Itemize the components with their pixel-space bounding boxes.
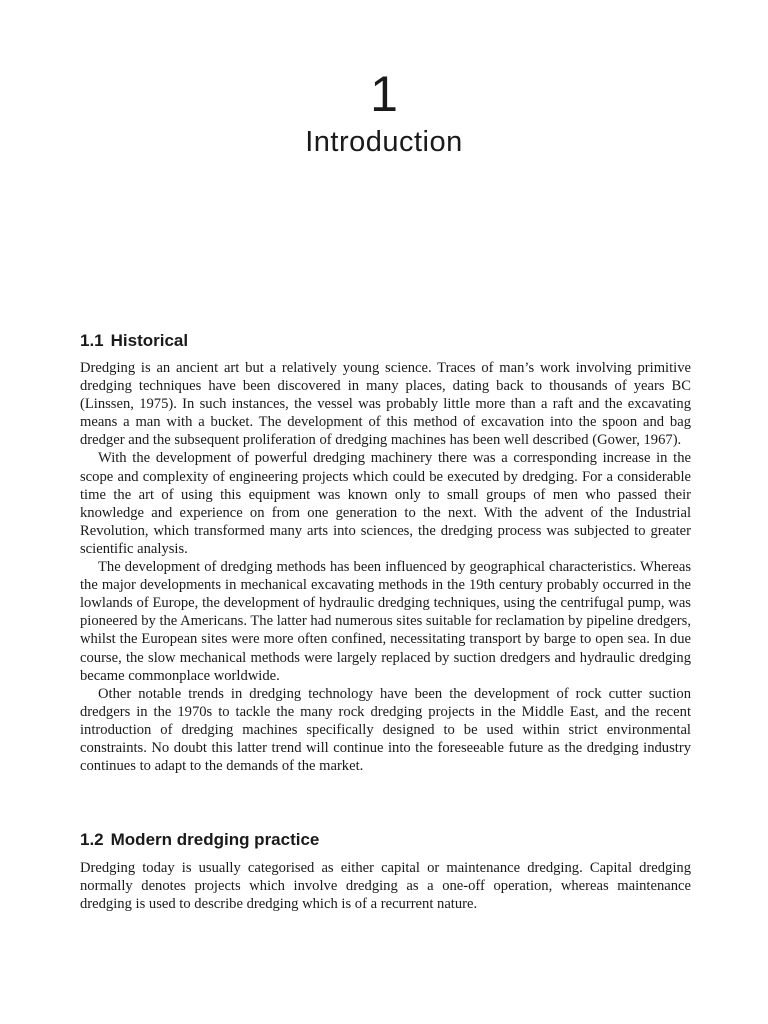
section-heading-modern-dredging-practice: [80, 829, 319, 851]
section-title: Modern dredging practice: [110, 830, 320, 849]
section-body-historical: [80, 359, 691, 775]
paragraph: Dredging today is usually categorised as either capital or maintenance dredging. Capital dredging normally denotes projects which involve dredging as a one-off operation, whereas maintenance dredging is used to describe dredging which is of a recurrent nature.: [80, 860, 691, 913]
section-body-modern-dredging-practice: [80, 859, 691, 913]
section-number: 1.2: [80, 830, 104, 849]
paragraph: With the development of powerful dredging machinery there was a corresponding increase in the scope and complexity of engineering projects which could be executed by dredging. For a considerable time the art of using this equipment was known only to small groups of men who passed their knowledge and experience on from one generation to the next. With the advent of the Industrial Revolution, which transformed many arts into sciences, the dredging process was subjected to greater scientific analysis.: [80, 450, 691, 557]
paragraph: Dredging is an ancient art but a relatively young science. Traces of man’s work involving primitive dredging techniques have been discovered in many places, dating back to thousands of years BC (Linssen, 1975). In such instances, the vessel was probably little more than a raft and the excavating means a man with a bucket. The development of this method of excavation into the spoon and bag dredger and the subsequent proliferation of dredging machines has been well described (Gower, 1967).: [80, 360, 691, 449]
chapter-title: Introduction: [305, 126, 463, 158]
section-title: Historical: [110, 331, 189, 350]
section-heading-historical: [80, 330, 188, 352]
paragraph: The development of dredging methods has been influenced by geographical characteristics. Whereas the major developments in mechanical excavating methods in the 19th century probably occurred in the lowlands of Europe, the development of hydraulic dredging techniques, using the centrifugal pump, was pioneered by the Americans. The latter had numerous sites suitable for reclamation by pipeline dredgers, whilst the European sites were more often confined, necessitating transport by barge to open sea. In due course, the slow mechanical methods were largely replaced by suction dredgers and hydraulic dredging became commonplace worldwide.: [80, 559, 691, 684]
paragraph: Other notable trends in dredging technology have been the development of rock cutter suction dredgers in the 1970s to tackle the many rock dredging projects in the Middle East, and the recent introduction of dredging machines specifically designed to be used within strict environmental constraints. No doubt this latter trend will continue into the foreseeable future as the dredging industry continues to adapt to the demands of the market.: [80, 685, 691, 775]
section-number: 1.1: [80, 331, 104, 350]
chapter-number: 1: [370, 66, 398, 122]
